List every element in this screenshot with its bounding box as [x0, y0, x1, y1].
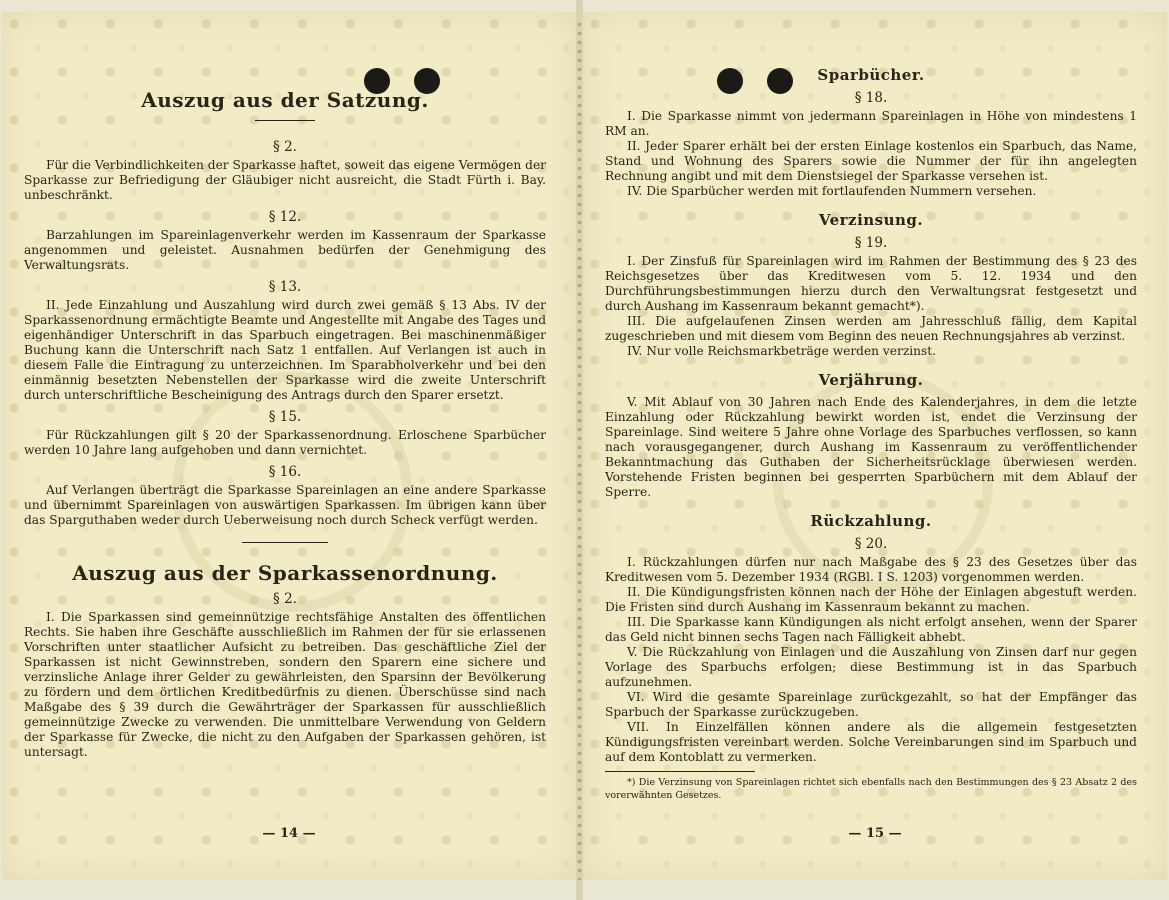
section-title: Auszug aus der Sparkassenordnung. [72, 561, 498, 585]
right-page [583, 12, 1167, 880]
paragraph: II. Jeder Sparer erhält bei der ersten Einlage kostenlos ein Sparbuch, das Name, Stand und Wohnung des Sparers sowie die Nummer der für ihn angelegten Rechnung angibt und mit dem Dienstsiegel der Sparkasse versehen ist. [605, 139, 1137, 183]
right-blocks [605, 66, 1137, 765]
section-text [605, 555, 1137, 765]
paragraph-number: § 2. [273, 139, 297, 155]
section-text [24, 158, 546, 203]
footnote-divider [605, 771, 755, 772]
page-number: — 14 — [262, 826, 316, 841]
left-page [2, 12, 576, 880]
page-title: Auszug aus der Satzung. [141, 88, 429, 112]
footnote-text: *) Die Verzinsung von Spareinlagen richtet sich ebenfalls nach den Bestimmungen des § 23 Absatz 2 des vorerwähnten Gesetzes. [605, 777, 1137, 801]
paragraph-number: § 16. [268, 464, 302, 480]
section-title: Verjährung. [818, 371, 924, 389]
paragraph-number: § 18. [854, 90, 888, 106]
paragraph-number: § 19. [854, 235, 888, 251]
section-text [605, 109, 1137, 199]
divider [255, 120, 315, 121]
paragraph: II. Jede Einzahlung und Auszahlung wird durch zwei gemäß § 13 Abs. IV der Sparkassenordnung ermächtigte Beamte und Angestellte mit Angabe des Tages und eigenhändiger Unterschrift in das Sparbuch eingetragen. Bei maschinenmäßiger Buchung kann die Unterschrift nach Satz 1 entfallen. Auf Verlangen ist auch in diesem Falle die Eintragung zu unterzeichnen. Im Sparabholverkehr und bei den einmännig besetzten Nebenstellen der Sparkasse wird die zweite Unterschrift durch unterschriftliche Bescheinigung des Antrags durch den Sparer ersetzt. [24, 298, 546, 402]
paragraph: VI. Wird die gesamte Spareinlage zurückgezahlt, so hat der Empfänger das Sparbuch der Sparkasse zurückzugeben. [605, 690, 1137, 719]
left-content [2, 88, 576, 760]
right-content [583, 66, 1167, 802]
left-sections-2 [24, 591, 546, 760]
paragraph: V. Mit Ablauf von 30 Jahren nach Ende des Kalenderjahres, in dem die letzte Einzahlung oder Rückzahlung bewirkt worden ist, endet die Verzinsung der Spareinlage. Sind weitere 5 Jahre ohne Vorlage des Sparbuches verflossen, so kann nach vorausgegangener, durch Aushang im Kassenraum zu veröffentlichender Bekanntmachung das Guthaben der Sicherheitsrücklage überwiesen werden. Vorstehende Fristen beginnen bei gesperrten Sparbüchern mit dem Ablauf der Sperre. [605, 395, 1137, 499]
paragraph: I. Die Sparkassen sind gemeinnützige rechtsfähige Anstalten des öffentlichen Rechts. Sie haben ihre Geschäfte ausschließlich im Rahmen der für sie erlassenen Vorschriften unter staatlicher Aufsicht zu betreiben. Das geschäftliche Ziel der Sparkassen ist nicht Gewinnstreben, sondern den Sparern eine sichere und verzinsliche Anlage ihrer Gelder zu gewährleisten, den Sparsinn der Bevölkerung zu fördern und dem örtlichen Kreditbedürfnis zu dienen. Überschüsse sind nach Maßgabe des § 39 durch die Gewährträger der Sparkassen für ausschließlich gemeinnützige Zwecke zu verwenden. Die unmittelbare Verwendung von Geldern der Sparkasse für Zwecke, die nicht zu den Aufgaben der Sparkassen gehören, ist untersagt. [24, 610, 546, 759]
binding-stitching [577, 20, 582, 880]
divider [242, 542, 328, 543]
section-text [605, 254, 1137, 359]
left-sections [24, 139, 546, 528]
paragraph-number: § 2. [273, 591, 297, 607]
paragraph-number: § 20. [854, 536, 888, 552]
section-text [24, 228, 546, 273]
page-number: — 15 — [848, 826, 902, 841]
paragraph: Für die Verbindlichkeiten der Sparkasse haftet, soweit das eigene Vermögen der Sparkasse zur Befriedigung der Gläubiger nicht ausreicht, die Stadt Fürth i. Bay. unbeschränkt. [24, 158, 546, 202]
section-text [24, 610, 546, 760]
paragraph-number: § 15. [268, 409, 302, 425]
section-text [605, 395, 1137, 500]
paragraph: Barzahlungen im Spareinlagenverkehr werden im Kassenraum der Sparkasse angenommen und geleistet. Ausnahmen bedürfen der Genehmigung des Verwaltungsrats. [24, 228, 546, 272]
paragraph: III. Die Sparkasse kann Kündigungen als nicht erfolgt ansehen, wenn der Sparer das Geld nicht binnen sechs Tagen nach Fälligkeit abhebt. [605, 615, 1137, 644]
paragraph-number: § 12. [268, 209, 302, 225]
section-title: Verzinsung. [818, 211, 924, 229]
section-title: Rückzahlung. [810, 512, 932, 530]
paragraph: VII. In Einzelfällen können andere als die allgemein festgesetzten Kündigungsfristen vereinbart werden. Solche Vereinbarungen sind im Sparbuch und auf dem Kontoblatt zu vermerken. [605, 720, 1137, 764]
footnote [605, 776, 1137, 802]
paragraph: V. Die Rückzahlung von Einlagen und die Auszahlung von Zinsen darf nur gegen Vorlage des Sparbuchs erfolgen; diese Bestimmung ist in das Sparbuch aufzunehmen. [605, 645, 1137, 689]
paragraph: I. Der Zinsfuß für Spareinlagen wird im Rahmen der Bestimmung des § 23 des Reichsgesetzes über das Kreditwesen vom 5. 12. 1934 und den Durchführungsbestimmungen hierzu durch den Verwaltungsrat festgesetzt und durch Aushang im Kassenraum bekannt gemacht*). [605, 254, 1137, 313]
section-title: Sparbücher. [817, 66, 925, 84]
paragraph: Auf Verlangen überträgt die Sparkasse Spareinlagen an eine andere Sparkasse und übernimmt Spareinlagen von auswärtigen Sparkassen. Im übrigen kann über das Sparguthaben weder durch Ueberweisung noch durch Scheck verfügt werden. [24, 483, 546, 527]
paragraph: III. Die aufgelaufenen Zinsen werden am Jahresschluß fällig, dem Kapital zugeschrieben und mit diesem vom Beginn des neuen Rechnungsjahres ab verzinst. [605, 314, 1137, 343]
section-text [24, 483, 546, 528]
paragraph: Für Rückzahlungen gilt § 20 der Sparkassenordnung. Erloschene Sparbücher werden 10 Jahre lang aufgehoben und dann vernichtet. [24, 428, 546, 457]
paragraph: I. Die Sparkasse nimmt von jedermann Spareinlagen in Höhe von mindestens 1 RM an. [605, 109, 1137, 138]
paragraph: IV. Nur volle Reichsmarkbeträge werden verzinst. [627, 344, 937, 358]
section-text [24, 428, 546, 458]
paragraph: I. Rückzahlungen dürfen nur nach Maßgabe des § 23 des Gesetzes über das Kreditwesen vom 5. Dezember 1934 (RGBl. I S. 1203) vorgenommen werden. [605, 555, 1137, 584]
section-text [24, 298, 546, 403]
paragraph: IV. Die Sparbücher werden mit fortlaufenden Nummern versehen. [627, 184, 1037, 198]
paragraph: II. Die Kündigungsfristen können nach der Höhe der Einlagen abgestuft werden. Die Fristen sind durch Aushang im Kassenraum bekannt zu machen. [605, 585, 1137, 614]
paragraph-number: § 13. [268, 279, 302, 295]
